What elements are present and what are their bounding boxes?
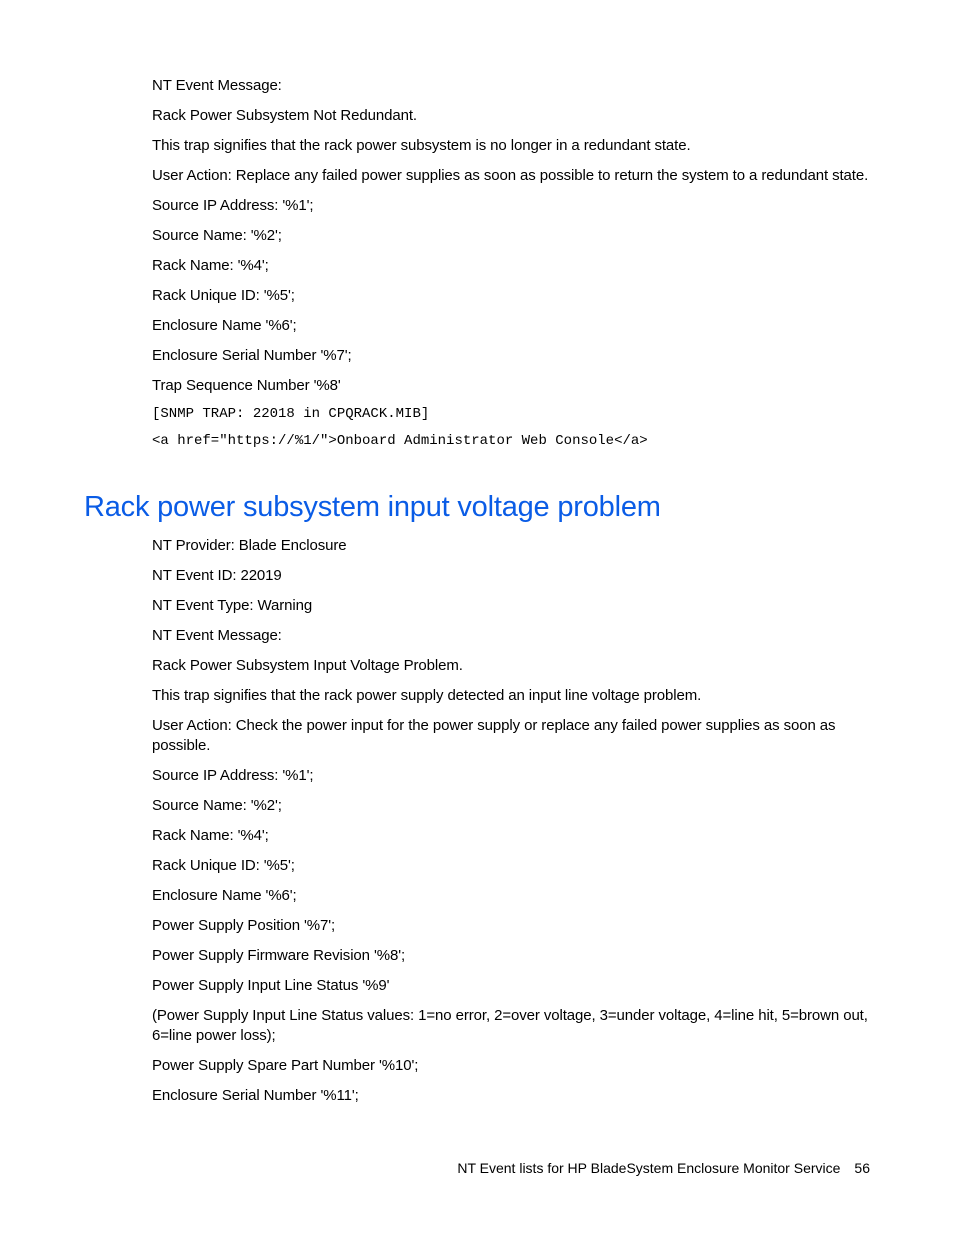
power-supply-spare-part-number: Power Supply Spare Part Number '%10'; [152, 1057, 419, 1074]
power-supply-firmware-revision: Power Supply Firmware Revision '%8'; [152, 947, 406, 964]
trap-sequence-number: Trap Sequence Number '%8' [152, 377, 341, 394]
event-message-text: Rack Power Subsystem Not Redundant. [152, 107, 417, 124]
input-line-status-values: (Power Supply Input Line Status values: 1=no error, 2=over voltage, 3=under voltage, 4=line hit, 5=brown out, 6=line power loss); [152, 1007, 868, 1044]
nt-provider: NT Provider: Blade Enclosure [152, 537, 347, 554]
web-console-code: <a href="https://%1/">Onboard Administrator Web Console</a> [152, 433, 648, 449]
trap-description: This trap signifies that the rack power supply detected an input line voltage problem. [152, 687, 702, 704]
trap-description: This trap signifies that the rack power subsystem is no longer in a redundant state. [152, 137, 691, 154]
source-ip-address: Source IP Address: '%1'; [152, 197, 314, 214]
source-name: Source Name: '%2'; [152, 227, 282, 244]
power-supply-position: Power Supply Position '%7'; [152, 917, 336, 934]
footer-title: NT Event lists for HP BladeSystem Enclosure Monitor Service [457, 1160, 841, 1176]
nt-event-type: NT Event Type: Warning [152, 597, 313, 614]
event-message-label: NT Event Message: [152, 627, 282, 644]
enclosure-name: Enclosure Name '%6'; [152, 317, 297, 334]
power-supply-input-line-status: Power Supply Input Line Status '%9' [152, 977, 390, 994]
event-message-text: Rack Power Subsystem Input Voltage Problem. [152, 657, 463, 674]
section-heading: Rack power subsystem input voltage problem [84, 491, 661, 523]
enclosure-name: Enclosure Name '%6'; [152, 887, 297, 904]
snmp-trap-code: [SNMP TRAP: 22018 in CPQRACK.MIB] [152, 406, 430, 422]
rack-name: Rack Name: '%4'; [152, 827, 269, 844]
user-action: User Action: Replace any failed power supplies as soon as possible to return the system to a redundant state. [152, 167, 869, 184]
source-name: Source Name: '%2'; [152, 797, 282, 814]
rack-name: Rack Name: '%4'; [152, 257, 269, 274]
page-number: 56 [854, 1160, 870, 1176]
rack-unique-id: Rack Unique ID: '%5'; [152, 857, 295, 874]
nt-event-id: NT Event ID: 22019 [152, 567, 282, 584]
source-ip-address: Source IP Address: '%1'; [152, 767, 314, 784]
rack-unique-id: Rack Unique ID: '%5'; [152, 287, 295, 304]
event-22019-details [152, 536, 872, 1116]
enclosure-serial-number: Enclosure Serial Number '%7'; [152, 347, 352, 364]
event-message-label: NT Event Message: [152, 77, 282, 94]
user-action: User Action: Check the power input for the power supply or replace any failed power supplies as soon as possible. [152, 717, 836, 754]
page-footer [457, 1158, 870, 1178]
enclosure-serial-number: Enclosure Serial Number '%11'; [152, 1087, 359, 1104]
event-22018-details [152, 76, 872, 460]
